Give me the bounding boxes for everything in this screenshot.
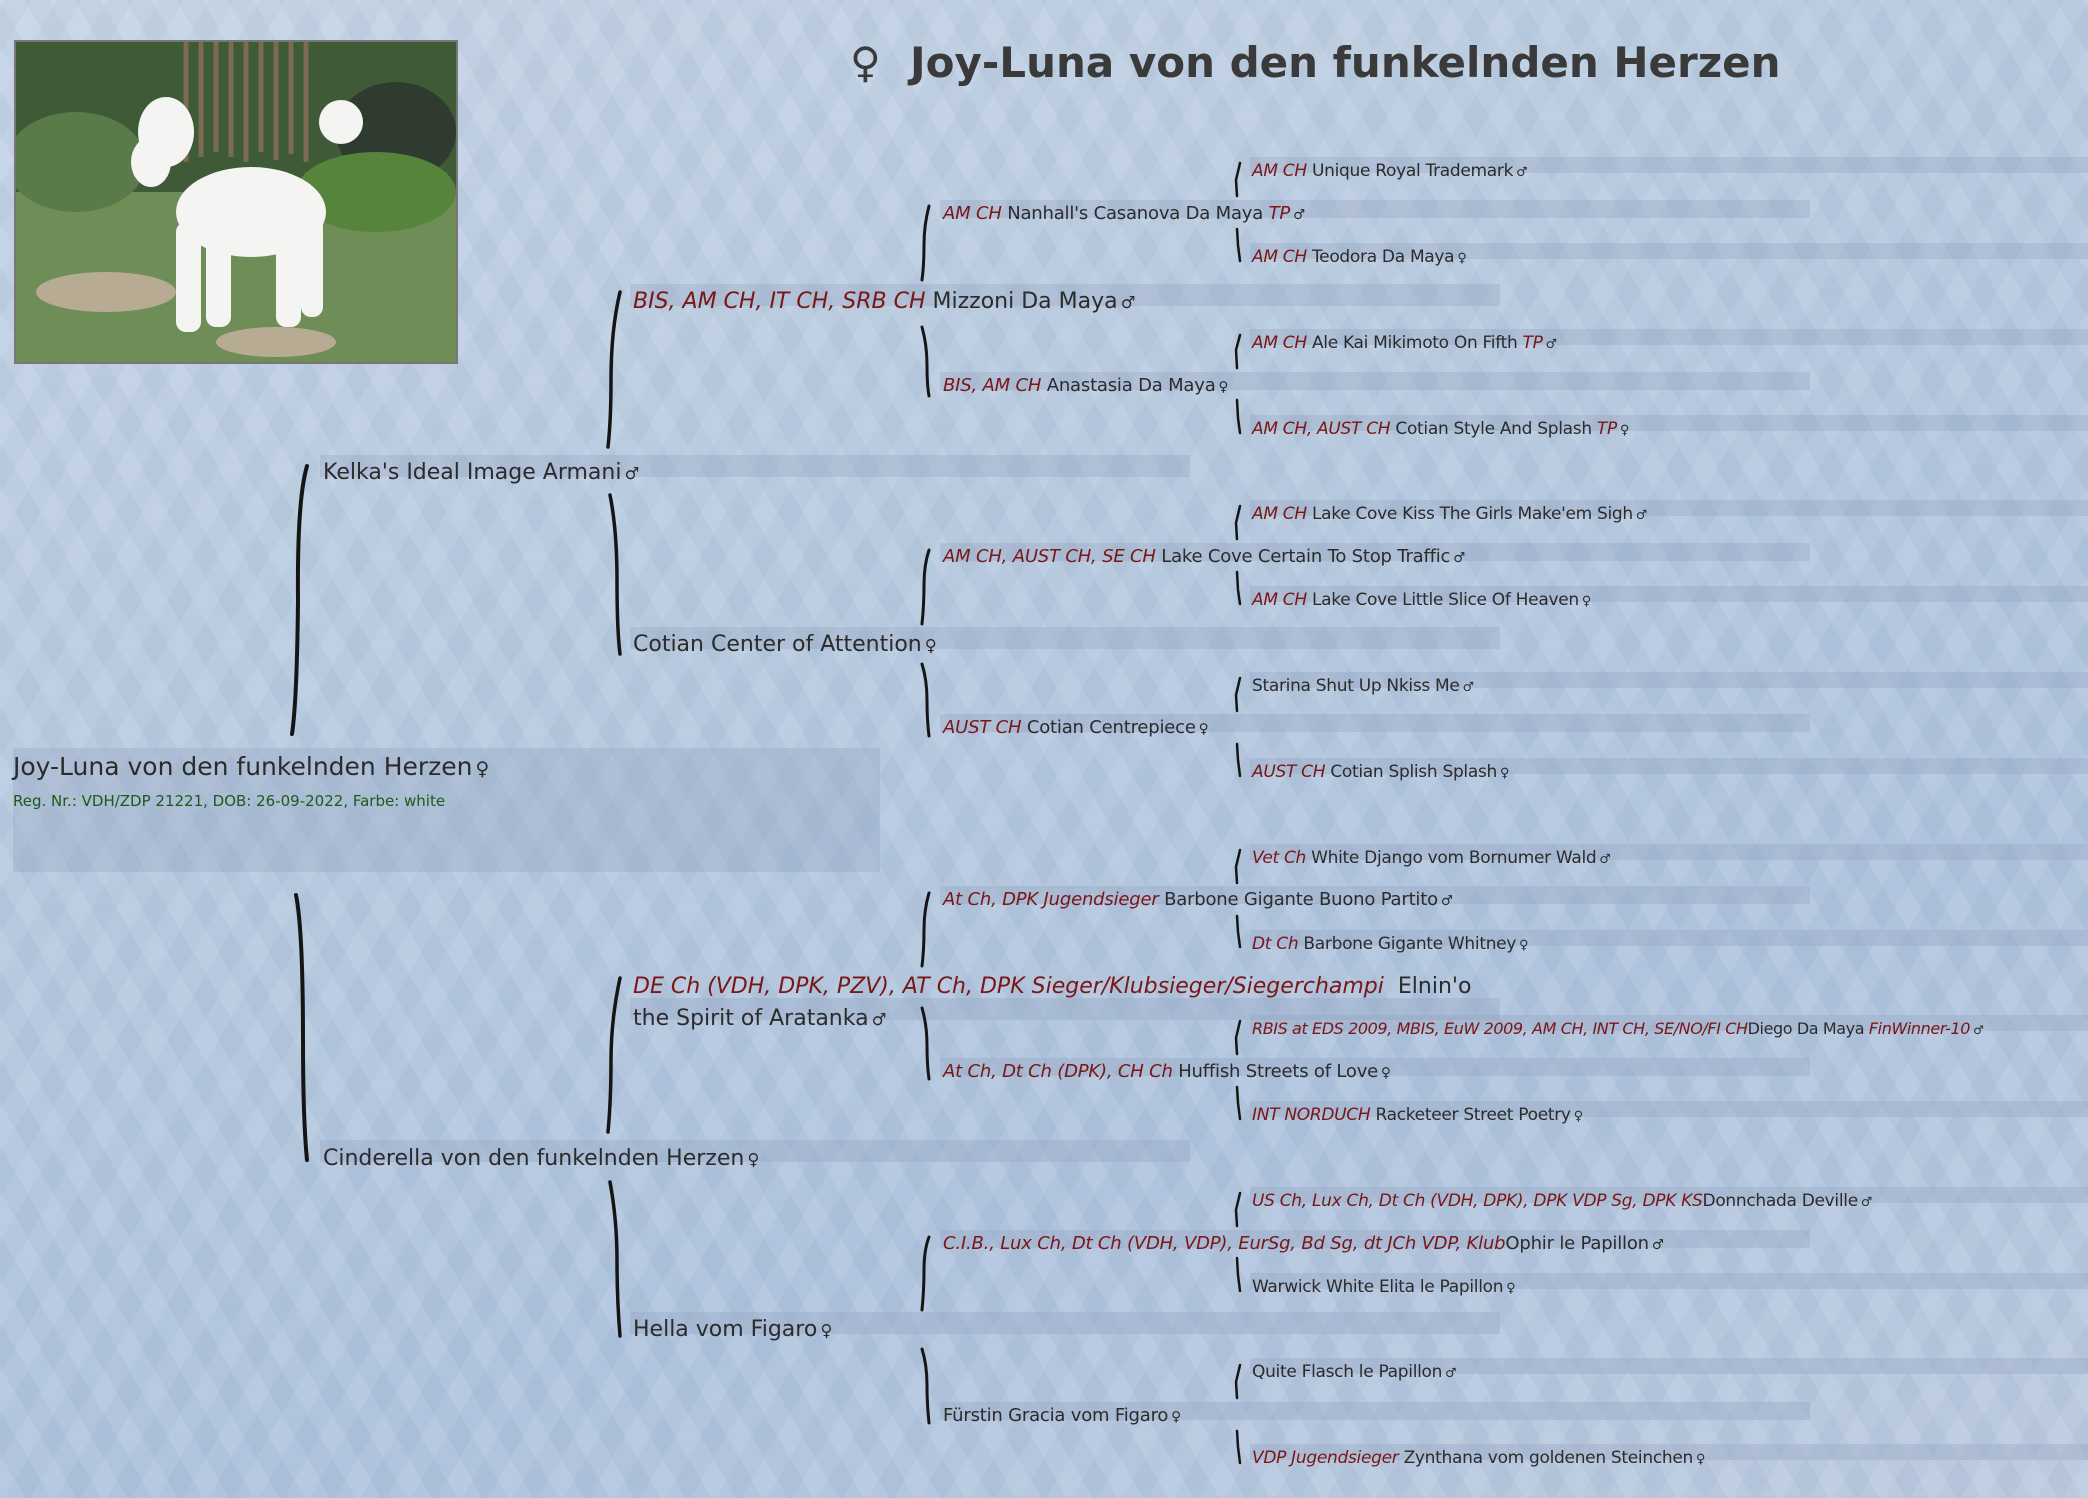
great-great-grandparent-node xyxy=(1252,419,1629,439)
titles: Vet Ch xyxy=(1252,848,1307,868)
bracket xyxy=(1236,1193,1240,1226)
dog-name: Huffish Streets of Love xyxy=(1178,1061,1379,1082)
parent-sire xyxy=(323,460,639,485)
titles: At Ch, Dt Ch (DPK), CH Ch xyxy=(943,1061,1173,1082)
parent-dam xyxy=(323,1146,759,1171)
great-great-grandparent-node xyxy=(1252,333,1557,353)
great-great-grandparent-node xyxy=(1252,934,1528,954)
great-great-grandparent-node xyxy=(1252,1277,1515,1297)
bracket xyxy=(922,1349,929,1423)
titles: BIS, AM CH xyxy=(943,375,1042,396)
dog-name: Cotian Style And Splash xyxy=(1395,419,1592,439)
dog-name: Quite Flasch le Papillon xyxy=(1252,1362,1443,1382)
female-symbol-icon: ♀ xyxy=(1171,1409,1181,1425)
female-symbol-icon: ♀ xyxy=(475,759,490,780)
male-symbol-icon: ♂ xyxy=(1651,1237,1664,1253)
male-symbol-icon: ♂ xyxy=(1453,550,1466,566)
dog-name: Fürstin Gracia vom Figaro xyxy=(943,1405,1169,1426)
titles: AM CH, AUST CH xyxy=(1252,419,1391,439)
dog-name: Zynthana vom goldenen Steinchen xyxy=(1403,1448,1693,1468)
subject-name xyxy=(13,752,489,781)
dog-name: Racketeer Street Poetry xyxy=(1375,1105,1571,1125)
great-grandparent-node xyxy=(943,717,1208,738)
female-symbol-icon: ♀ xyxy=(1506,1281,1516,1296)
great-great-grandparent-node xyxy=(1252,504,1647,524)
male-symbol-icon: ♂ xyxy=(1293,207,1305,223)
dog-name: Hella vom Figaro xyxy=(633,1317,818,1342)
dog-name: Elnin'o the Spirit of Aratanka xyxy=(633,974,1472,1031)
dog-name: Cotian Centrepiece xyxy=(1026,717,1196,738)
male-symbol-icon: ♂ xyxy=(624,464,640,483)
titles: VDP Jugendsieger xyxy=(1252,1448,1399,1468)
suffix: TP xyxy=(1596,419,1617,439)
male-symbol-icon: ♂ xyxy=(1440,893,1453,909)
dog-name: Barbone Gigante Whitney xyxy=(1303,934,1517,954)
titles: AM CH xyxy=(1252,590,1307,610)
dog-name: Lake Cove Certain To Stop Traffic xyxy=(1161,546,1451,567)
bracket xyxy=(608,292,620,447)
male-symbol-icon: ♂ xyxy=(1445,1366,1457,1381)
male-symbol-icon: ♂ xyxy=(1635,508,1648,523)
bracket xyxy=(922,327,929,396)
bracket xyxy=(1237,1087,1240,1119)
bracket xyxy=(1237,744,1240,776)
bracket xyxy=(922,1237,929,1310)
bracket xyxy=(1237,572,1240,604)
male-symbol-icon: ♂ xyxy=(1545,337,1557,352)
dog-name: Warwick White Elita le Papillon xyxy=(1252,1277,1504,1297)
female-symbol-icon: ♀ xyxy=(1218,379,1229,395)
bracket xyxy=(610,1182,620,1336)
dog-name: Teodora Da Maya xyxy=(1311,247,1455,267)
titles: AM CH xyxy=(1252,161,1307,181)
titles: BIS, AM CH, IT CH, SRB CH xyxy=(633,289,926,314)
titles: RBIS at EDS 2009, MBIS, EuW 2009, AM CH, INT CH, SE/NO/FI CH xyxy=(1252,1019,1748,1038)
male-symbol-icon: ♂ xyxy=(1599,852,1611,867)
parent-name: Kelka's Ideal Image Armani xyxy=(323,460,622,485)
great-grandparent-node xyxy=(943,375,1228,396)
subject-details: Reg. Nr.: VDH/ZDP 21221, DOB: 26-09-2022, Farbe: white xyxy=(13,792,446,810)
bracket xyxy=(1236,678,1240,711)
titles: C.I.B., Lux Ch, Dt Ch (VDH, VDP), EurSg, Bd Sg, dt JCh VDP, Klub xyxy=(943,1233,1506,1254)
page-title-text: Joy-Luna von den funkelnden Herzen xyxy=(910,38,1781,87)
female-symbol-icon: ♀ xyxy=(1381,1065,1391,1081)
female-symbol-icon: ♀ xyxy=(1457,251,1467,266)
titles: US Ch, Lux Ch, Dt Ch (VDH, DPK), DPK VDP Sg, DPK KS xyxy=(1252,1191,1703,1211)
great-great-grandparent-node xyxy=(1252,1019,1983,1038)
female-symbol-icon: ♀ xyxy=(1581,594,1591,609)
female-symbol-icon: ♀ xyxy=(1198,721,1209,737)
dog-name: Donnchada Deville xyxy=(1702,1191,1858,1211)
great-great-grandparent-node xyxy=(1252,1362,1456,1382)
dog-name: Cotian Center of Attention xyxy=(633,632,922,657)
male-symbol-icon: ♂ xyxy=(871,1010,887,1029)
bracket xyxy=(608,978,620,1132)
titles: AM CH xyxy=(943,203,1002,224)
male-symbol-icon: ♂ xyxy=(1516,165,1528,180)
male-symbol-icon: ♂ xyxy=(1973,1023,1984,1037)
titles: Dt Ch xyxy=(1252,934,1299,954)
bracket xyxy=(1237,916,1240,947)
parent-name: Cinderella von den funkelnden Herzen xyxy=(323,1146,745,1171)
great-great-grandparent-node xyxy=(1252,1191,1872,1211)
great-great-grandparent-node xyxy=(1252,1105,1583,1125)
great-great-grandparent-node xyxy=(1252,848,1611,868)
suffix: TP xyxy=(1522,333,1543,353)
bracket xyxy=(1236,1365,1240,1398)
grandparent-node xyxy=(633,1317,832,1342)
titles: At Ch, DPK Jugendsieger xyxy=(943,889,1159,910)
great-grandparent-node xyxy=(943,889,1453,910)
titles: DE Ch (VDH, DPK, PZV), AT Ch, DPK Sieger/Klubsieger/Siegerchampi xyxy=(633,974,1384,999)
titles: AUST CH xyxy=(943,717,1022,738)
dog-name: Barbone Gigante Buono Partito xyxy=(1164,889,1438,910)
bracket xyxy=(1237,229,1240,261)
grandparent-node xyxy=(633,289,1135,314)
dog-name: Lake Cove Kiss The Girls Make'em Sigh xyxy=(1311,504,1633,524)
titles: INT NORDUCH xyxy=(1252,1105,1371,1125)
titles: AM CH xyxy=(1252,247,1307,267)
great-great-grandparent-node xyxy=(1252,590,1591,610)
dog-name: Diego Da Maya xyxy=(1747,1019,1865,1038)
titles: AUST CH xyxy=(1252,762,1326,782)
female-symbol-icon: ♀ xyxy=(747,1150,760,1169)
great-great-grandparent-node xyxy=(1252,762,1509,782)
dog-name: White Django vom Bornumer Wald xyxy=(1311,848,1597,868)
female-symbol-icon: ♀ xyxy=(1500,766,1510,781)
female-symbol-icon: ♀ xyxy=(924,636,937,655)
titles: AM CH xyxy=(1252,504,1307,524)
suffix: TP xyxy=(1268,203,1291,224)
dog-name: Cotian Splish Splash xyxy=(1330,762,1498,782)
great-great-grandparent-node xyxy=(1252,1448,1705,1468)
bracket xyxy=(1236,506,1240,539)
bracket xyxy=(296,895,307,1160)
dog-name: Starina Shut Up Nkiss Me xyxy=(1252,676,1460,696)
female-symbol-icon: ♀ xyxy=(820,1321,833,1340)
subject-name-text: Joy-Luna von den funkelnden Herzen xyxy=(13,752,473,781)
bracket xyxy=(1237,400,1240,433)
great-grandparent-node xyxy=(943,203,1305,224)
female-symbol-icon: ♀ xyxy=(1573,1109,1583,1124)
female-symbol-icon: ♀ xyxy=(1619,423,1630,438)
bracket xyxy=(610,495,620,654)
dog-name: Anastasia Da Maya xyxy=(1046,375,1216,396)
bracket xyxy=(922,550,929,624)
bracket xyxy=(922,664,929,736)
great-grandparent-node xyxy=(943,546,1465,567)
bracket xyxy=(1236,163,1240,196)
dog-name: Nanhall's Casanova Da Maya xyxy=(1007,203,1264,224)
female-symbol-icon: ♀ xyxy=(850,38,881,87)
male-symbol-icon: ♂ xyxy=(1120,293,1136,312)
dog-name: Unique Royal Trademark xyxy=(1311,161,1514,181)
dog-name: Lake Cove Little Slice Of Heaven xyxy=(1311,590,1579,610)
male-symbol-icon: ♂ xyxy=(1860,1195,1873,1210)
great-grandparent-node xyxy=(943,1233,1664,1254)
dog-name: Mizzoni Da Maya xyxy=(932,289,1118,314)
great-great-grandparent-node xyxy=(1252,161,1527,181)
female-symbol-icon: ♀ xyxy=(1519,938,1529,953)
titles: AM CH, AUST CH, SE CH xyxy=(943,546,1156,567)
bracket xyxy=(1236,850,1240,883)
bracket xyxy=(1237,1258,1240,1291)
bracket xyxy=(922,893,929,966)
bracket xyxy=(1237,1431,1240,1463)
suffix: FinWinner-10 xyxy=(1868,1019,1971,1038)
great-great-grandparent-node xyxy=(1252,247,1466,267)
female-symbol-icon: ♀ xyxy=(1695,1452,1706,1467)
bracket xyxy=(292,466,307,734)
great-grandparent-node xyxy=(943,1405,1181,1426)
bracket xyxy=(922,206,929,280)
great-grandparent-node xyxy=(943,1061,1391,1082)
dog-name: Ophir le Papillon xyxy=(1505,1233,1649,1254)
male-symbol-icon: ♂ xyxy=(1462,680,1474,695)
dog-name: Ale Kai Mikimoto On Fifth xyxy=(1311,333,1518,353)
titles: AM CH xyxy=(1252,333,1307,353)
great-great-grandparent-node xyxy=(1252,676,1474,696)
grandparent-node xyxy=(633,632,937,657)
bracket xyxy=(1236,335,1240,368)
